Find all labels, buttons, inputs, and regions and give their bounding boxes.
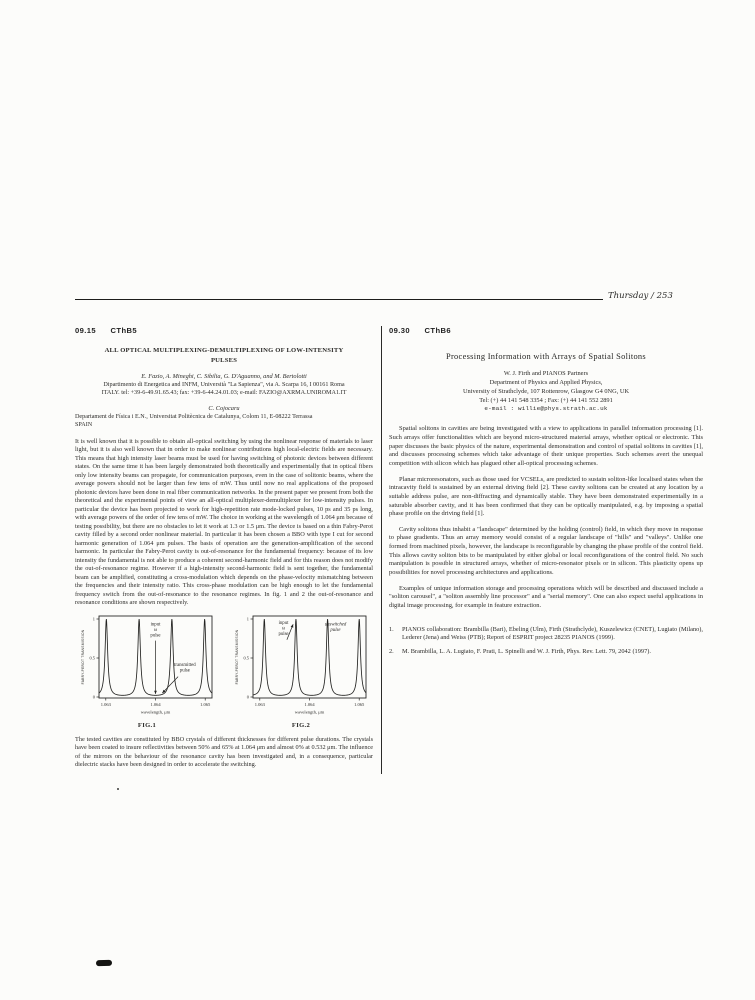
figures-row	[75, 613, 373, 729]
affiliation-line: SPAIN	[75, 422, 93, 429]
svg-text:pulse: pulse	[278, 631, 289, 637]
speck-artifact	[117, 788, 119, 790]
figure-2	[229, 613, 373, 729]
affiliation-line: Dipartimento di Energetica and INFM, Università "La Sapienza", via A. Scarpa 16, I 00161 Roma	[103, 381, 345, 388]
svg-text:1: 1	[92, 616, 95, 622]
svg-text:ω: ω	[281, 626, 286, 632]
paragraph: Examples of unique information storage and processing operations which will be described and discussed include a "soliton carousel", a "soliton assembly line processor" and a "serial memory". One can also expect useful applications in digital image processing, for example in feature extraction.	[389, 584, 703, 609]
svg-text:0: 0	[92, 694, 95, 700]
svg-text:wavelength, μm: wavelength, μm	[140, 709, 171, 715]
header-rule	[75, 299, 603, 300]
paper-title-right: Processing Information with Arrays of Spatial Solitons	[446, 352, 646, 361]
session-time: 09.30	[389, 326, 411, 335]
column-divider	[381, 326, 382, 774]
ink-blob-artifact	[96, 960, 112, 967]
authors-left: E. Fazio, A. Mineghi, C. Sibilia, G. D'Aguanno, and M. Bertolotti	[141, 372, 307, 380]
reference-item	[389, 648, 703, 657]
svg-text:FABRY-PEROT TRANSMISSION: FABRY-PEROT TRANSMISSION	[81, 629, 85, 685]
abstract-text: It is well known that it is possible to obtain all-optical switching by using the nonlinear response of materials to laser light, but it is also well known that in order to make nonlinear contributions high local-electric fields are necessary. This means that high intensity laser beams must be used for having switching of photonic devices between different states. On the same time it has been largely demonstrated both theoretically and experimentally that in optical fibers only low intensity beams can propagate, for communication purposes, even in the case of solitonic beams, where the average powers should not be larger than few tens of mW. Thus until now no real applications of the proposed photonic devices have been done in real fiber communication networks. In the present paper we present from both the theoretical and the experimental points of view an all-optical multiplexer-demultiplexer for low-intensity pulses. In particular the device has been projected to work for high-repetition rate mode-locked pulses, 10 ps and 35 ps long, with average powers of the order of few tens of mW. The choice in working at the wavelength of 1.064 μm because of testing possibility, but there are no obstacles to let it work at 1.3 or 1.5 μm. The device is based on a thin Fabry-Perot cavity filled by a second order nonlinear material. In particular it has been chosen a BBO with type I cut for second harmonic generation of 1.064 μm pulses. The basis of operation are the generation-amplification of the second harmonic. In particular the Fabry-Perot cavity is out-of-resonance for the fundamental frequency: because of its low intensity the fundamental is not able to produce a coherent second-harmonic field and for this reason does not modify the out-of-resonance regime. However if a high-intensity second-harmonic field is sent together, the fundamental beam can be amplified, constituting a cross-modulation which depends on the phase-velocity mismatching between the frequencies and their intensity ratio. This cross-phase modulation can be high enough to let the fundamental frequency switch from the out-of-resonance to the resonance regimes. In fig. 1 and 2 the out-of-resonance and resonance conditions are shown respectively.	[75, 437, 373, 607]
svg-text:pulse: pulse	[330, 627, 341, 633]
svg-text:ω: ω	[153, 627, 158, 633]
fig2-label: FIG.2	[291, 721, 311, 729]
author-line: W. J. Firth and PIANOS Partners	[503, 370, 589, 377]
paragraph: Cavity solitons thus inhabit a "landscape" determined by the holding (control) field, in which they move in response to phase gradients. Thus an array memory would consist of a regular landscape of "hills" and "valleys". Unlike one formed from machined pixels, however, the landscape is reconfigurable by changing the phase profile of the control field. This allows cavity soliton bits to be manipulated by either global or local reconfigurations of the control field. No such manipulation is possible in structured arrays, whether of micro-resonator pixels or in silicon. This plasticity opens up possibilities for novel processing architectures and applications.	[389, 525, 703, 576]
authors-right	[389, 369, 703, 413]
reference-text: M. Brambilla, L. A. Lugiato, F. Prati, L. Spinelli and W. J. Firth, Phys. Rev. Lett. 79, 2042 (1997).	[402, 647, 651, 655]
second-author: C. Cojocaru	[208, 404, 240, 412]
session-header-right	[389, 326, 703, 335]
affiliation-line: Tel: (+) 44 141 548 3354 ; Fax: (+) 44 141 552 2891	[479, 397, 613, 404]
title-line: ALL OPTICAL MULTIPLEXING-DEMULTIPLEXING OF LOW-INTENSITY	[104, 347, 344, 354]
figure-caption: The tested cavities are constituted by BBO crystals of different thicknesses for different pulse durations. The crystals have been coated to insure reflectivities between 50% and 65% at 1.064 μm and almost 0% at 0.532 μm. The influence of the mirrors on the behaviour of the resonance cavity has been investigated and, in a consequence, particular dielectric stacks have been designed in order to accelerate the switching.	[75, 735, 373, 769]
svg-text:FABRY-PEROT TRANSMISSION: FABRY-PEROT TRANSMISSION	[235, 629, 239, 685]
second-affiliation	[75, 413, 373, 430]
references	[389, 626, 703, 657]
svg-text:1: 1	[246, 616, 249, 622]
session-header-left	[75, 326, 373, 335]
svg-text:wavelength, μm: wavelength, μm	[294, 709, 325, 715]
session-code: CThB5	[110, 326, 137, 335]
paragraph: Planar microresonators, such as those used for VCSELs, are predicted to sustain soliton-like localised states when the intracavity field is sustained by an external driving field [2]. These cavity solitons can be created at any location by a suitable address pulse, are non-diffracting and dynamically stable. They have been demonstrated experimentally in a saturable absorber cavity, and it has been confirmed that they can be optically manipulated, e.g. by imposing a spatial phase profile on the driving field [1].	[389, 475, 703, 518]
affiliation-line: ITALY. tel: +39-6-49.91.65.43; fax: +39-6-44.24.01.03; e-mail: FAZIO@AXRMA.UNIROMA1.IT	[101, 390, 347, 397]
email-line: e-mail : willie@phys.strath.ac.uk	[484, 405, 608, 412]
affiliation-left	[75, 381, 373, 398]
svg-text:input: input	[278, 620, 289, 626]
svg-text:pulse: pulse	[179, 668, 190, 674]
reference-number: 2.	[389, 647, 394, 655]
svg-text:0: 0	[246, 694, 249, 700]
svg-text:1.064: 1.064	[304, 701, 315, 707]
session-time: 09.15	[75, 326, 97, 335]
title-line: PULSES	[210, 356, 238, 364]
svg-text:1.063: 1.063	[100, 701, 111, 707]
affiliation-line: Departament de Física i E.N., Universitat Politècnica de Catalunya, Colom 11, E-08222 Terrassa	[75, 413, 313, 420]
svg-text:pulse: pulse	[150, 633, 161, 639]
svg-text:1.063: 1.063	[254, 701, 265, 707]
svg-text:transmitted: transmitted	[174, 662, 196, 668]
paragraph: Spatial solitons in cavities are being investigated with a view to applications in parallel information processing [1]. Such arrays offer functionalities which are beyond micro-structured material arrays, whether optical or electronic. This paper discusses the basic physics of the nature, experimental demonstration and control of spatial solitons in cavities [1], and discusses processing schemes which take advantage of their unique properties. Such schemes avert the unequal competition with silicon which has plagued other all-optical processing schemes.	[389, 425, 703, 467]
figure-1	[75, 613, 219, 729]
affiliation-line: Department of Physics and Applied Physics,	[489, 379, 603, 386]
svg-text:1.065: 1.065	[200, 701, 211, 707]
svg-text:unswitched: unswitched	[324, 622, 347, 628]
running-title: Thursday / 253	[608, 291, 673, 301]
svg-text:0.5: 0.5	[243, 655, 249, 661]
svg-text:input: input	[150, 622, 161, 628]
svg-text:0.5: 0.5	[89, 655, 95, 661]
affiliation-line: University of Strathclyde, 107 Rottenrow, Glasgow G4 0NG, UK	[462, 388, 630, 395]
fig1-plot	[75, 613, 219, 721]
left-column	[75, 326, 373, 770]
reference-text: PIANOS collaboration: Brambilla (Bari), Ebeling (Ulm), Firth (Strathclyde), Kuszelewicz (CNET), Lugiato (Milano), Lederer (Jena) and Weiss (PTB); Report of ESPRIT project 28235 PIANOS (1999).	[402, 625, 703, 642]
svg-text:1.065: 1.065	[354, 701, 365, 707]
right-column	[389, 326, 703, 656]
reference-item	[389, 626, 703, 643]
reference-number: 1.	[389, 625, 394, 633]
paper-title-left	[75, 346, 373, 366]
svg-text:1.064: 1.064	[150, 701, 161, 707]
session-code: CThB6	[424, 326, 451, 335]
fig1-label: FIG.1	[137, 721, 157, 729]
fig2-plot	[229, 613, 373, 721]
